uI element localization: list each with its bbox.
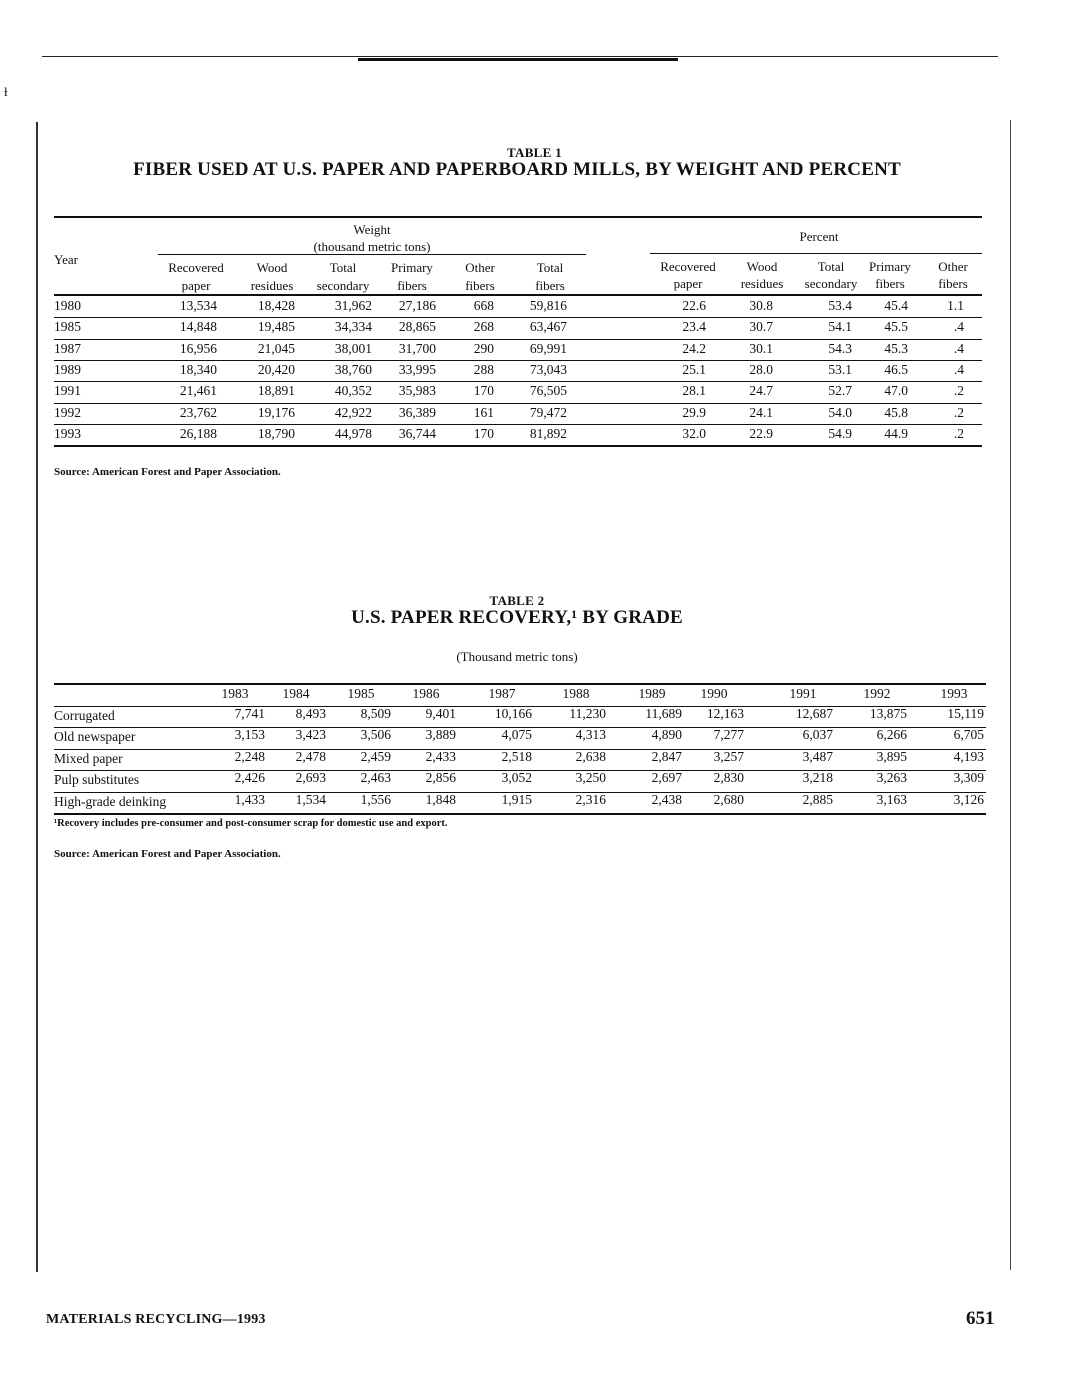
table1-weight-col-header: Wood [256,260,288,275]
table1-row-rule [54,445,982,447]
table2-year-header: 1985 [347,686,375,701]
table2-value-cell: 4,193 [953,748,984,764]
table1-year-cell: 1985 [54,319,81,335]
table2-value-cell: 2,433 [425,748,456,764]
table2-value-cell: 15,119 [947,706,984,721]
table2-value-cell: 2,856 [425,770,456,786]
table1-weight-cell: 36,389 [398,404,436,420]
table1-weight-cell: 21,461 [179,383,217,399]
table1-percent-cell: 52.7 [828,383,852,399]
table2-value-cell: 11,689 [645,706,682,721]
table1-percent-cell: .2 [953,383,964,399]
table1-percent-col-header: Other [938,259,968,274]
table2-year-header: 1990 [700,686,728,701]
table1-weight-cell: 268 [473,319,494,335]
table1-year-cell: 1987 [54,340,81,356]
table1-weight-col-header: Recovered [168,260,224,275]
table2-value-cell: 3,163 [876,791,907,807]
top-rule-thick [358,58,678,61]
footer-publication: MATERIALS RECYCLING—1993 [46,1312,266,1327]
table2-footnote: ¹Recovery includes pre-consumer and post-consumer scrap for domestic use and export. [54,818,448,829]
table1-percent-cell: 30.8 [749,298,773,313]
table2-value-cell: 1,433 [234,791,265,807]
table2-value-cell: 6,705 [953,727,984,743]
table1-weight-col-header: residues [250,278,294,293]
table1-weight-units: (thousand metric tons) [313,239,431,254]
table1-percent-cell: 28.1 [682,383,706,399]
table1-percent-col-header: Recovered [660,259,716,274]
table1-weight-cell: 13,534 [179,298,217,313]
table2-value-cell: 10,166 [494,706,532,721]
table1-weight-cell: 18,790 [257,425,295,441]
table2-source: Source: American Forest and Paper Association. [54,848,281,860]
table1-weight-cell: 170 [473,425,494,441]
top-rule [42,56,998,57]
table1-percent-cell: 30.1 [749,340,773,356]
table1-percent-cell: 53.4 [828,298,852,313]
table1-weight-cell: 18,428 [257,298,295,313]
table2-value-cell: 2,463 [360,770,391,786]
table1-weight-cell: 668 [473,298,494,313]
page-number: 651 [966,1308,995,1329]
table2-year-header: 1993 [940,686,968,701]
table1-weight-col-header: fibers [465,278,495,293]
table2-value-cell: 4,890 [651,727,682,743]
table1-weight-cell: 73,043 [529,361,567,377]
table1-weight-header: Weight [353,222,391,237]
table1-percent-cell: 45.4 [884,298,908,313]
table1-title: FIBER USED AT U.S. PAPER AND PAPERBOARD MILLS, BY WEIGHT AND PERCENT [133,159,901,180]
table1-weight-cell: 59,816 [529,298,567,313]
table2-value-cell: 1,848 [425,791,456,807]
table2-value-cell: 4,075 [501,727,532,743]
table1-percent-cell: 46.5 [884,361,908,377]
table1-row-rule [54,381,982,382]
table1-percent-cell: 45.3 [884,340,908,356]
table2-year-header: 1988 [562,686,590,701]
table1-percent-cell: 54.1 [828,319,852,335]
table1-weight-cell: 38,760 [334,361,372,377]
table1-weight-cell: 31,962 [334,298,372,313]
table2-value-cell: 7,741 [234,706,265,721]
table1-weight-cell: 79,472 [529,404,567,420]
table2-label: TABLE 2 [489,593,545,608]
table2-value-cell: 2,638 [575,748,606,764]
right-margin-line [1010,120,1011,1270]
table1-weight-cell: 26,188 [179,425,217,441]
table2-year-header: 1984 [282,686,310,701]
table1-percent-cell: 22.6 [682,298,706,313]
table2-value-cell: 2,426 [234,770,265,786]
table1-percent-col-header: paper [673,276,703,291]
table1-weight-cell: 34,334 [334,319,372,335]
table2-value-cell: 11,230 [569,706,606,721]
table1-percent-cell: 28.0 [749,361,773,377]
table2-value-cell: 2,830 [713,770,744,786]
table2-value-cell: 13,875 [869,706,907,721]
table1-weight-cell: 63,467 [529,319,567,335]
table2-value-cell: 3,218 [802,770,833,786]
table2-grade-cell: Mixed paper [54,750,123,766]
table1-weight-cell: 14,848 [179,319,217,335]
table2-value-cell: 2,248 [234,748,265,764]
table2-value-cell: 3,487 [802,748,833,764]
table2-value-cell: 3,257 [713,748,744,764]
table1-weight-cell: 36,744 [398,425,436,441]
table2-grade-cell: Pulp substitutes [54,772,140,788]
table1-percent-cell: .4 [953,361,964,377]
margin-mark: ɫ [4,84,8,99]
table1-weight-cell: 170 [473,383,494,399]
table2-grade-cell: Corrugated [54,708,115,723]
table1-percent-cell: 29.9 [682,404,706,420]
table1-weight-cell: 19,176 [257,404,295,420]
table1-weight-cell: 38,001 [334,340,372,356]
table2-value-cell: 2,885 [802,791,833,807]
table1-year-cell: 1980 [54,298,81,313]
table2-value-cell: 2,693 [295,770,326,786]
table2-value-cell: 3,423 [295,727,326,743]
table1-percent-col-header: fibers [938,276,968,291]
table1-percent-cell: 24.7 [749,383,773,399]
table2-value-cell: 2,847 [651,748,682,764]
table1-percent-col-header: residues [740,276,784,291]
table1-percent-header: Percent [799,229,839,244]
table1-weight-cell: 35,983 [398,383,436,399]
table2-value-cell: 9,401 [425,706,456,721]
table1-weight-cell: 161 [473,404,494,420]
table1-year-header: Year [54,252,78,267]
table2-grade-cell: Old newspaper [54,729,136,745]
table2-value-cell: 8,493 [295,706,326,721]
table1-weight-cell: 18,340 [179,361,217,377]
table2-value-cell: 8,509 [360,706,391,721]
table2-title: U.S. PAPER RECOVERY,¹ BY GRADE [351,607,683,628]
table1-weight-col-header: Primary [391,260,433,275]
table1-year-cell: 1991 [54,383,81,399]
table1-year-cell: 1993 [54,425,81,441]
table1-year-cell: 1992 [54,404,81,420]
table2-value-cell: 1,915 [501,791,532,807]
table2-value-cell: 4,313 [575,727,606,743]
table1-weight-cell: 19,485 [257,319,295,335]
table1-row-rule [54,360,982,361]
table2-value-cell: 1,534 [295,791,326,807]
table1-header-rule [54,294,982,296]
table2-value-cell: 6,037 [802,727,833,743]
table2 [54,683,986,815]
table1-percent-cell: 32.0 [682,425,706,441]
table1-row-rule [54,317,982,318]
table1-weight-cell: 290 [473,340,494,356]
table1-label: TABLE 1 [507,145,562,160]
table1-percent-cell: .4 [953,319,964,335]
table2-value-cell: 2,680 [713,791,744,807]
table2-value-cell: 2,697 [651,770,682,786]
table2-value-cell: 12,163 [706,706,744,721]
table1-percent-col-header: fibers [875,276,905,291]
table2-year-header: 1987 [488,686,516,701]
table1-weight-col-header: secondary [316,278,370,293]
table2-value-cell: 12,687 [795,706,833,721]
table1-row-rule [54,339,982,340]
table2-value-cell: 2,478 [295,748,326,764]
table1-weight-cell: 21,045 [257,340,295,356]
table2-value-cell: 3,052 [501,770,532,786]
table1-weight-col-header: Other [465,260,495,275]
table1-weight-cell: 76,505 [529,383,567,399]
table2-value-cell: 3,250 [575,770,606,786]
table1-weight-cell: 33,995 [398,361,436,377]
table1-percent-cell: 44.9 [884,425,908,441]
table2-value-cell: 3,263 [876,770,907,786]
table1-weight-cell: 18,891 [257,383,295,399]
table1-percent-col-header: Wood [746,259,778,274]
table2-year-header: 1986 [412,686,440,701]
table1-weight-cell: 81,892 [529,425,567,441]
table1-source: Source: American Forest and Paper Association. [54,466,281,478]
table1-year-cell: 1989 [54,361,81,377]
table2-value-cell: 1,556 [360,791,391,807]
table2-value-cell: 2,459 [360,748,391,764]
table1-weight-cell: 288 [473,361,494,377]
table1-percent-underline [650,253,982,254]
table2-value-cell: 2,316 [575,791,606,807]
table1-weight-col-header: paper [181,278,211,293]
table2-value-cell: 3,153 [234,727,265,743]
table1-weight-col-header: fibers [397,278,427,293]
table1-weight-cell: 44,978 [334,425,372,441]
table2-year-header: 1989 [638,686,666,701]
table2-value-cell: 2,518 [501,748,532,764]
table1-weight-cell: 40,352 [334,383,372,399]
left-margin-line [36,122,38,1272]
table2-value-cell: 3,309 [953,770,984,786]
table2-value-cell: 3,506 [360,727,391,743]
table1-percent-cell: 1.1 [947,298,964,313]
table2-year-header: 1992 [863,686,891,701]
table1-percent-col-header: secondary [804,276,858,291]
table1-percent-cell: 54.0 [828,404,852,420]
table1-percent-cell: 47.0 [884,383,908,399]
table2-value-cell: 6,266 [876,727,907,743]
table1-percent-cell: 23.4 [682,319,706,335]
table1-weight-cell: 27,186 [398,298,436,313]
table2-value-cell: 3,126 [953,791,984,807]
table2-grade-cell: High-grade deinking [54,793,167,809]
table2-year-header: 1991 [789,686,817,701]
table1-percent-cell: .2 [953,404,964,420]
table1-percent-cell: 53.1 [828,361,852,377]
table1-weight-cell: 23,762 [179,404,217,420]
table1-percent-cell: 45.5 [884,319,908,335]
table1-row-rule [54,424,982,425]
table1-percent-cell: 24.2 [682,340,706,356]
table1-percent-cell: 45.8 [884,404,908,420]
table2-value-cell: 7,277 [713,727,744,743]
table1-percent-col-header: Primary [869,259,911,274]
table1-weight-cell: 31,700 [398,340,436,356]
table2-subtitle: (Thousand metric tons) [456,649,578,664]
table1 [54,215,982,445]
table1-top-rule [54,216,982,218]
table1-weight-col-header: Total [329,260,357,275]
table1-weight-cell: 20,420 [257,361,295,377]
table2-year-header: 1983 [221,686,249,701]
table2-value-cell: 2,438 [651,791,682,807]
table1-percent-cell: 24.1 [749,404,773,420]
table1-percent-cell: .4 [953,340,964,356]
table1-percent-cell: 54.9 [828,425,852,441]
table2-value-cell: 3,889 [425,727,456,743]
table1-percent-cell: 22.9 [749,425,773,441]
table2-top-rule [54,683,986,685]
table1-weight-cell: 69,991 [529,340,567,356]
table1-weight-cell: 42,922 [334,404,372,420]
table1-weight-col-header: Total [536,260,564,275]
table2-value-cell: 3,895 [876,748,907,764]
table2-row-rule [54,813,986,815]
table1-percent-cell: 54.3 [828,340,852,356]
table1-percent-cell: .2 [953,425,964,441]
table1-weight-cell: 16,956 [179,340,217,356]
table1-percent-cell: 30.7 [749,319,773,335]
table1-percent-cell: 25.1 [682,361,706,377]
table1-row-rule [54,403,982,404]
table1-weight-cell: 28,865 [398,319,436,335]
table1-weight-col-header: fibers [535,278,565,293]
table1-percent-col-header: Total [817,259,845,274]
